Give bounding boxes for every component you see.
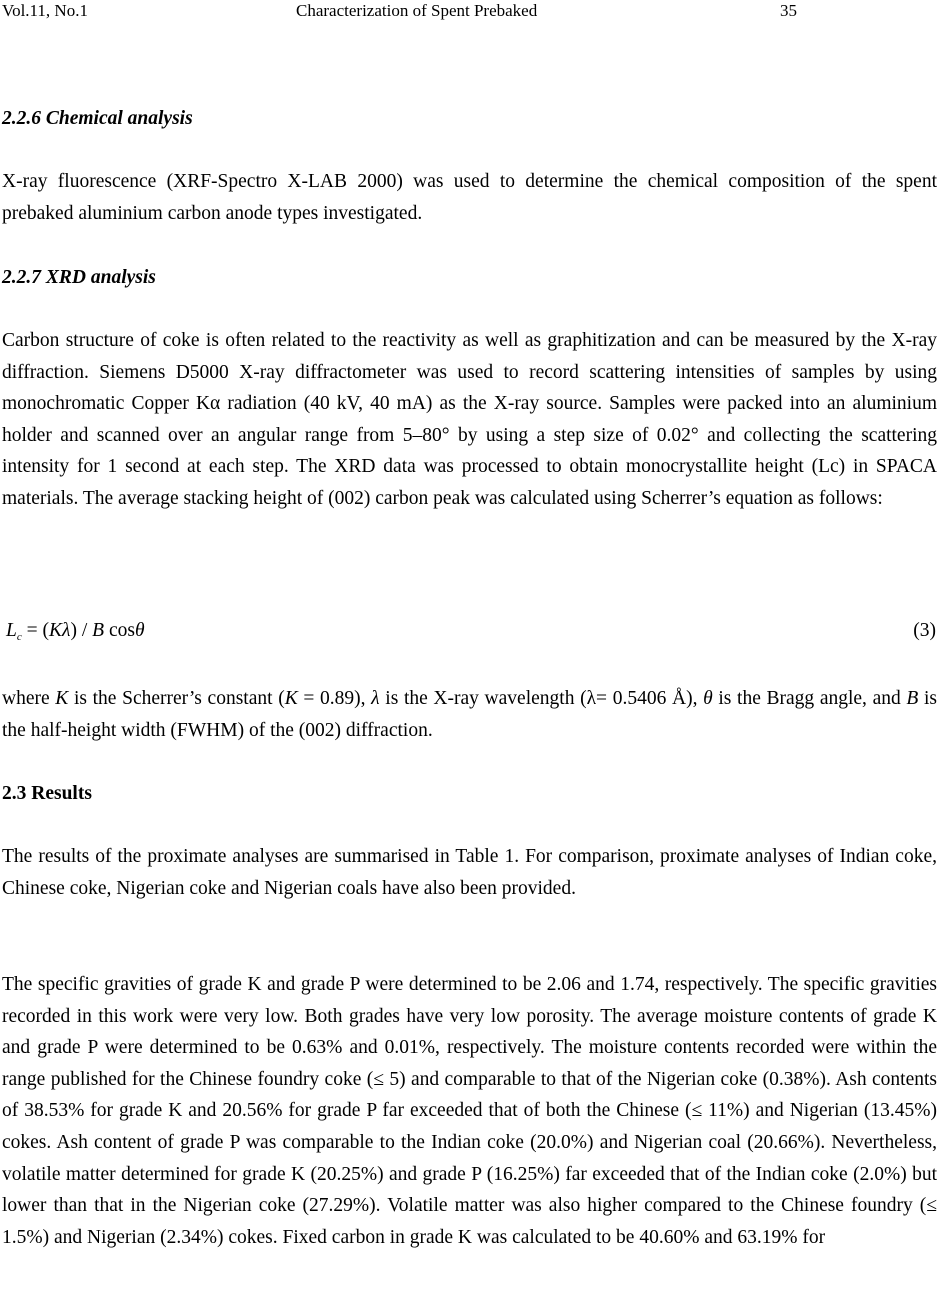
chemical-analysis-paragraph: X-ray fluorescence (XRF-Spectro X-LAB 2000) was used to determine the chemical composition of the spent prebaked aluminium carbon anode types investigated. bbox=[2, 171, 937, 224]
eq-k: K bbox=[49, 620, 63, 641]
equation-number: (3) bbox=[913, 620, 936, 641]
running-header bbox=[0, 0, 938, 24]
eq-b: B bbox=[92, 620, 105, 641]
page-number: 35 bbox=[780, 1, 797, 20]
section-heading-results: 2.3 Results bbox=[2, 783, 92, 804]
equation-formula bbox=[6, 616, 145, 652]
eq-rhs-prefix: = ( bbox=[21, 620, 49, 641]
section-heading-chemical-analysis: 2.2.6 Chemical analysis bbox=[2, 108, 193, 129]
results-paragraph-1: The results of the proximate analyses are summarised in Table 1. For comparison, proximate analyses of Indian coke, Chinese coke, Nigerian coke and Nigerian coals have also been provided. bbox=[2, 846, 937, 899]
eq-lhs-sub: c bbox=[16, 631, 22, 643]
equation-definitions-paragraph: where K is the Scherrer’s constant (K = 0.89), λ is the X-ray wavelength (λ= 0.5406 Å), θ is the Bragg angle, and B is the half-height width (FWHM) of the (002) diffraction. bbox=[2, 688, 937, 741]
eq-theta: θ bbox=[134, 620, 145, 641]
results-paragraph-2: The specific gravities of grade K and grade P were determined to be 2.06 and 1.74, respectively. The specific gravities recorded in this work were very low. Both grades have very low porosity. The average moisture contents of grade K and grade P were determined to be 0.63% and 0.01%, respectively. The moisture contents recorded were within the range published for the Chinese foundry coke (≤ 5) and comparable to that of the Nigerian coke (0.38%). Ash contents of 38.53% for grade K and 20.56% for grade P far exceeded that of both the Chinese (≤ 11%) and Nigerian (13.45%) cokes. Ash content of grade P was comparable to the Indian coke (20.0%) and Nigerian coal (20.66%). Nevertheless, volatile matter determined for grade K (20.25%) and grade P (16.25%) far exceeded that of the Indian coke (2.0%) but lower than that in the Nigerian coke (27.29%). Volatile matter was also higher compared to the Chinese foundry (≤ 1.5%) and Nigerian (2.34%) cokes. Fixed carbon in grade K was calculated to be 40.60% and 63.19% for bbox=[2, 974, 937, 1248]
eq-lhs: L bbox=[6, 620, 17, 641]
eq-rhs-mid: ) / bbox=[70, 620, 93, 641]
xrd-analysis-paragraph: Carbon structure of coke is often related to the reactivity as well as graphitization and can be measured by the X-ray diffraction. Siemens D5000 X-ray diffractometer was used to record scattering intensities of samples by using monochromatic Copper Kα radiation (40 kV, 40 mA) as the X-ray source. Samples were packed into an aluminium holder and scanned over an angular range from 5–80° by using a step size of 0.02° and collecting the scattering intensity for 1 second at each step. The XRD data was processed to obtain monocrystallite height (Lc) in SPACA materials. The average stacking height of (002) carbon peak was calculated using Scherrer’s equation as follows: bbox=[2, 330, 937, 509]
volume-label: Vol.11, No.1 bbox=[2, 1, 88, 20]
section-heading-xrd-analysis: 2.2.7 XRD analysis bbox=[2, 267, 156, 288]
eq-cos: cos bbox=[104, 620, 135, 641]
scherrer-equation bbox=[0, 616, 936, 646]
running-title: Characterization of Spent Prebaked bbox=[296, 1, 538, 20]
eq-lambda: λ bbox=[62, 620, 71, 641]
